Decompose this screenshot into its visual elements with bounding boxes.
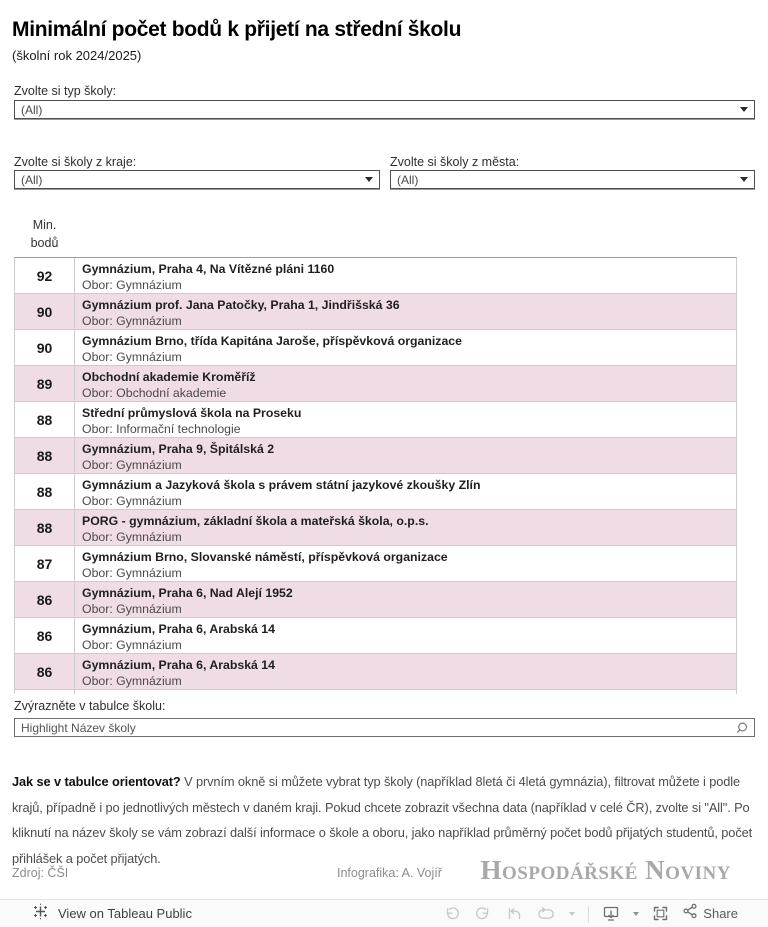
redo-icon[interactable] (474, 906, 492, 922)
tableau-toolbar (0, 899, 768, 927)
view-on-tableau-link[interactable] (32, 903, 192, 925)
row-school-name: Gymnázium, Praha 9, Špitálská 2 (82, 442, 275, 456)
row-score: 87 (15, 546, 75, 581)
table-row[interactable] (15, 366, 736, 402)
row-field: Obor: Gymnázium (82, 458, 182, 472)
highlight-searchbox[interactable] (14, 718, 755, 737)
table-row[interactable] (15, 510, 736, 546)
row-field: Obor: Gymnázium (82, 602, 182, 616)
how-to-body: V prvním okně si můžete vybrat typ školy (například 8letá či 4letá gymnázia), filtrovat můžete i podle krajů, případně i po jednotlivých městech v daném kraji. Pokud chcete zobrazit všechna data (například v celé ČR), zvolte si "All". Po kliknutí na název školy se vám zobrazí další informace o škole a oboru, jako například průměrný počet bodů přijatých studentů, počet přihlášek a počet přijatých. (12, 774, 753, 866)
share-icon (682, 903, 698, 924)
table-header-min-points: Min. bodů (30, 218, 59, 250)
row-school-name: Gymnázium a Jazyková škola s právem státní jazykové zkoušky Zlín (82, 478, 481, 492)
share-button[interactable] (682, 903, 738, 924)
row-score: 88 (15, 510, 75, 545)
row-school-name: Gymnázium, Praha 6, Arabská 14 (82, 622, 275, 636)
row-score: 86 (15, 582, 75, 617)
share-label: Share (703, 906, 738, 921)
row-score: 88 (15, 402, 75, 437)
filter-city-dropdown[interactable] (390, 170, 755, 189)
schools-table (14, 257, 737, 694)
download-menu-caret-icon[interactable] (633, 912, 639, 916)
infographic-credit: Infografika: A. Vojíř (337, 866, 442, 880)
chevron-down-icon (365, 177, 373, 182)
search-icon[interactable] (735, 721, 749, 735)
table-rows (15, 258, 736, 694)
row-school-name: Gymnázium Brno, třída Kapitána Jaroše, příspěvková organizace (82, 334, 462, 348)
page-subtitle: (školní rok 2024/2025) (12, 48, 142, 63)
row-school-name (82, 693, 730, 694)
highlight-label: Zvýrazněte v tabulce školu: (14, 699, 166, 713)
refresh-menu-caret-icon[interactable] (569, 912, 575, 916)
page-title: Minimální počet bodů k přijetí na střední školu (12, 18, 462, 41)
table-row[interactable] (15, 330, 736, 366)
filter-type-dropdown[interactable] (14, 100, 755, 119)
table-row[interactable] (15, 258, 736, 294)
hospodarske-noviny-logo: Hospodářské Noviny (480, 855, 731, 885)
row-school-name: Obchodní akademie Kroměříž (82, 370, 256, 384)
how-to-intro: Jak se v tabulce orientovat? (12, 774, 181, 789)
row-school-name: Gymnázium Brno, Slovanské náměstí, příspěvková organizace (82, 550, 448, 564)
row-field: Obor: Gymnázium (82, 278, 182, 292)
row-field: Obor: Gymnázium (82, 530, 182, 544)
undo-icon[interactable] (443, 906, 461, 922)
table-row[interactable] (15, 294, 736, 330)
filter-region-dropdown[interactable] (14, 170, 380, 189)
row-school-name: Gymnázium prof. Jana Patočky, Praha 1, Jindřišská 36 (82, 298, 400, 312)
toolbar-divider (588, 906, 589, 922)
row-field: Obor: Obchodní akademie (82, 386, 227, 400)
row-field: Obor: Gymnázium (82, 638, 182, 652)
table-row-partial[interactable] (15, 690, 736, 694)
row-school-name: Gymnázium, Praha 6, Arabská 14 (82, 658, 275, 672)
row-score: 88 (15, 438, 75, 473)
row-school-name: Gymnázium, Praha 4, Na Vítězné pláni 1160 (82, 262, 335, 276)
row-score: 89 (15, 366, 75, 401)
revert-icon[interactable] (505, 906, 523, 922)
row-score: 90 (15, 294, 75, 329)
filter-city-value: (All) (397, 172, 419, 187)
row-field: Obor: Gymnázium (82, 674, 182, 688)
row-score: 88 (15, 474, 75, 509)
filter-type-label: Zvolte si typ školy: (14, 84, 117, 98)
filter-region-value: (All) (21, 172, 43, 187)
filter-city-label: Zvolte si školy z města: (390, 155, 520, 169)
row-score: 92 (15, 258, 75, 293)
row-score: 86 (15, 654, 75, 689)
view-on-tableau-label: View on Tableau Public (58, 906, 192, 921)
row-field: Obor: Gymnázium (82, 350, 182, 364)
row-field: Obor: Gymnázium (82, 314, 182, 328)
table-row[interactable] (15, 474, 736, 510)
row-field: Obor: Informační technologie (82, 422, 241, 436)
row-score: 86 (15, 618, 75, 653)
chevron-down-icon (740, 177, 748, 182)
row-school-name: Gymnázium, Praha 6, Nad Alejí 1952 (82, 586, 293, 600)
filter-region-label: Zvolte si školy z kraje: (14, 155, 137, 169)
table-row[interactable] (15, 654, 736, 690)
table-row[interactable] (15, 618, 736, 654)
row-score: 90 (15, 330, 75, 365)
row-school-name: PORG - gymnázium, základní škola a mateřská škola, o.p.s. (82, 514, 429, 528)
table-row[interactable] (15, 402, 736, 438)
chevron-down-icon (740, 107, 748, 112)
highlight-search-input[interactable] (15, 720, 735, 735)
source-credit: Zdroj: ČŠI (12, 866, 69, 880)
table-row[interactable] (15, 546, 736, 582)
filter-type-value: (All) (21, 102, 43, 117)
row-school-name: Střední průmyslová škola na Proseku (82, 406, 302, 420)
download-icon[interactable] (602, 905, 620, 922)
fullscreen-icon[interactable] (652, 905, 669, 922)
refresh-icon[interactable] (536, 906, 556, 922)
row-field: Obor: Gymnázium (82, 566, 182, 580)
table-row[interactable] (15, 438, 736, 474)
table-row[interactable] (15, 582, 736, 618)
row-field: Obor: Gymnázium (82, 494, 182, 508)
tableau-logo-icon (32, 903, 49, 925)
row-score (15, 690, 75, 694)
